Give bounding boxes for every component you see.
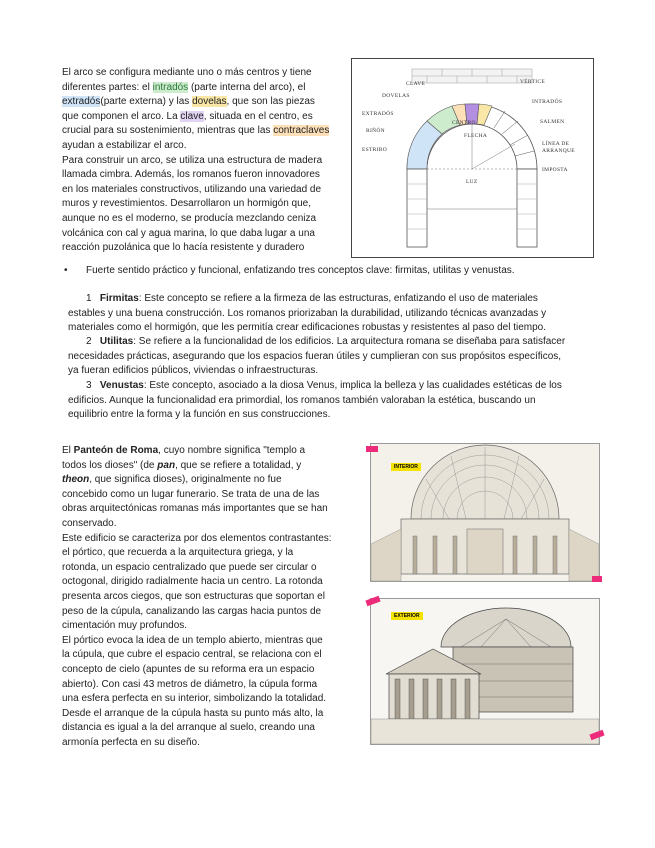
concept-venustas: 3 Venustas: Este concepto, asociado a la diosa Venus, implica la belleza y las cualidades estéticas de los edificios. Aunque la funcionalidad era primordial, los romanos también valoraban la estética, buscando un equilibrio entre la forma y la función en sus construcciones. bbox=[68, 380, 562, 421]
pink-tape-2 bbox=[592, 576, 602, 582]
label-vertice: VÉRTICE bbox=[520, 79, 545, 85]
pantheon-exterior-image bbox=[370, 598, 600, 745]
arch-diagram bbox=[351, 58, 594, 258]
label-centro: CENTRO bbox=[452, 120, 476, 126]
panteon-paragraph: El Panteón de Roma, cuyo nombre significa "templo a todos los dioses" (de pan, que se refiere a totalidad, y theon, que significa dioses), originalmente no fue concebido como un lugar funerario. Se trata de una de las obras arquitectónicas romanas más importantes que se han conservado. Este edificio se caracteriza por dos elementos contrastantes: el pórtico, que recuerda a la arquitectura griega, y la rotonda, un espacio centralizado que puede ser circular o octogonal, dirigido radialmente hacia un centro. La rotonda presenta arcos ciegos, que son estructuras que soportan el peso de la cúpula, canalizando las cargas hacia puntos de cimentación muy profundos. El pórtico evoca la idea de un templo abierto, mientras que la cúpula, que cubre el espacio central, se relaciona con el concepto de cielo (apuntes de su reforma era un espacio abierto). Con casi 43 metros de diámetro, la cúpula forma una esfera perfecta en su interior, simbolizando la totalidad. Desde el arranque de la cúpula hasta su punto más alto, la distancia es igual a la del arranque al suelo, creando una armonía perfecta en su diseño. bbox=[62, 445, 332, 748]
label-salmen: SALMEN bbox=[540, 119, 565, 125]
label-arranque: ARRANQUE bbox=[542, 148, 575, 154]
label-luz: LUZ bbox=[466, 179, 478, 185]
concept-firmitas: 1 Firmitas: Este concepto se refiere a la firmeza de las estructuras, enfatizando el uso de materiales estables y una buena construcción. Los romanos priorizaban la durabilidad, utilizando técnicas avanzadas y materiales como el hormigón, que les permitía crear edificaciones robustas y resistentes al paso del tiempo. bbox=[68, 293, 547, 334]
concept-utilitas: 2 Utilitas: Se refiere a la funcionalidad de los edificios. La arquitectura romana se diseñaba para satisfacer necesidades prácticas, asegurando que los espacios fueran útiles y cumplieran con sus propósitos específicos, ya fueran edificios públicos, viviendas o infraestructuras. bbox=[68, 336, 566, 377]
bullet-icon: • bbox=[64, 265, 68, 276]
label-extrados: EXTRADÓS bbox=[362, 111, 394, 117]
label-clave: CLAVE bbox=[406, 81, 426, 87]
label-imposta: IMPOSTA bbox=[542, 167, 568, 173]
label-estribo: ESTRIBO bbox=[362, 147, 388, 153]
principles-bullet: • Fuerte sentido práctico y funcional, enfatizando tres conceptos clave: firmitas, utilitas y venustas. bbox=[64, 265, 515, 276]
label-intrados: INTRADÓS bbox=[532, 99, 563, 105]
label-flecha: FLECHA bbox=[464, 133, 488, 139]
label-linea: LÍNEA DE bbox=[542, 141, 570, 147]
exterior-tag: EXTERIOR bbox=[391, 612, 423, 620]
label-rinon: RIÑÓN bbox=[366, 128, 385, 134]
label-dovelas: DOVELAS bbox=[382, 93, 410, 99]
interior-tag: INTERIOR bbox=[391, 463, 421, 471]
pink-tape-1 bbox=[366, 446, 378, 452]
arch-paragraph: El arco se configura mediante uno o más centros y tiene diferentes partes: el intradós (parte interna del arco), el extradós(parte externa) y las dovelas, que son las piezas que componen el arco. La clave, situada en el centro, es crucial para su sostenimiento, mientras que las contraclaves ayudan a estabilizar el arco. Para construir un arco, se utiliza una estructura de madera llamada cimbra. Además, los romanos fueron innovadores en los materiales constructivos, utilizando una variedad de muros y revestimientos. Desarrollaron un hormigón que, aunque no es el moderno, se producía mezclando ceniza volcánica con cal y agua marina, lo que daba lugar a una reacción puzolánica que lo hacía resistente y duradero bbox=[62, 67, 330, 254]
